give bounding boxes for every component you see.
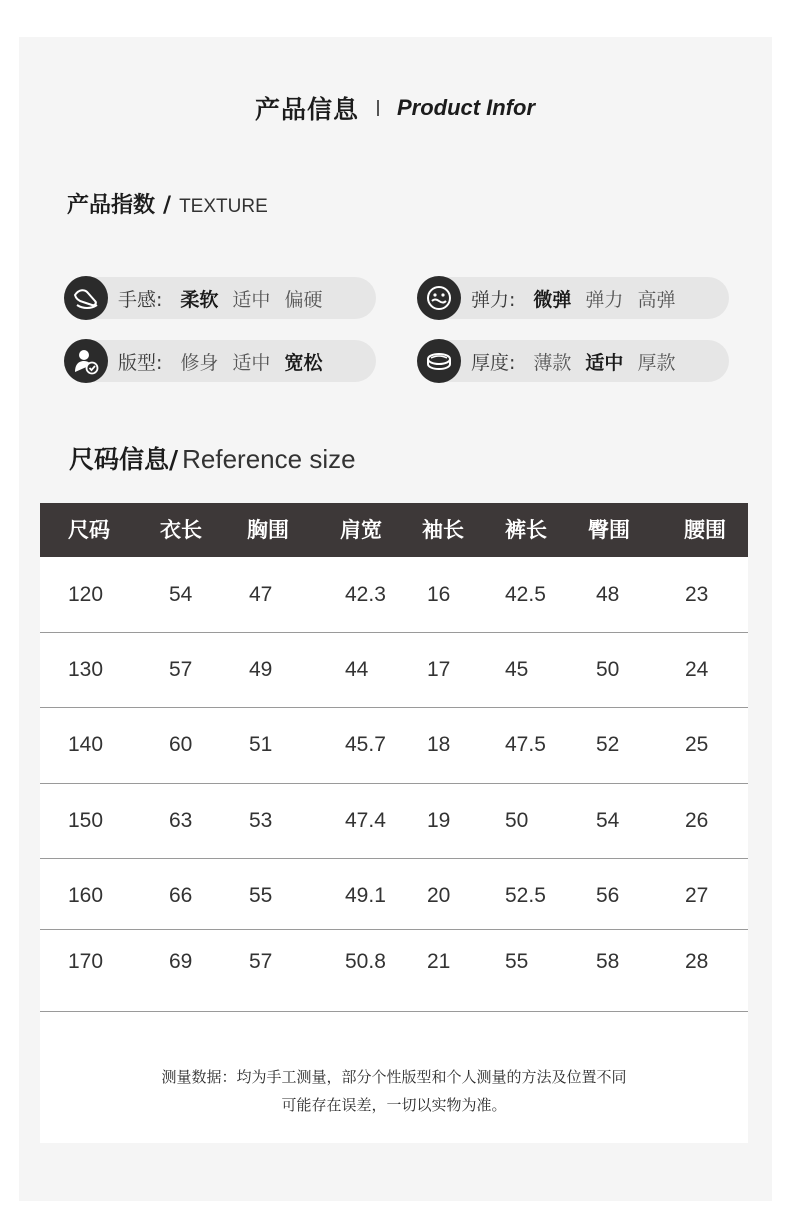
fit-option-3: 宽松: [284, 351, 323, 374]
size-table: [40, 503, 748, 1143]
attribute-fit: [66, 340, 376, 382]
cell-sleeve: 19: [427, 809, 451, 832]
hand-feel-option-1: 柔软: [180, 288, 219, 311]
table-row: [40, 929, 748, 1012]
cell-pants-length: 55: [505, 950, 529, 973]
fit-option-2: 适中: [232, 351, 271, 374]
thickness-option-2: 适中: [585, 351, 624, 374]
hand-feel-label: 手感:: [118, 288, 163, 311]
cell-pants-length: 45: [505, 658, 529, 681]
title-divider: [377, 100, 379, 116]
measurement-note: [40, 1063, 748, 1119]
cell-hip: 58: [596, 950, 620, 973]
cell-size: 150: [68, 809, 104, 832]
cell-sleeve: 21: [427, 950, 451, 973]
cell-length: 69: [169, 950, 193, 973]
fit-label: 版型:: [118, 351, 163, 374]
hand-feel-option-2: 适中: [232, 288, 271, 311]
elasticity-option-3: 高弹: [637, 288, 676, 311]
table-row: [40, 632, 748, 708]
cell-waist: 23: [685, 583, 709, 606]
size-heading-cn: 尺码信息/: [69, 445, 179, 474]
title-cn: 产品信息: [254, 95, 359, 124]
cell-hip: 54: [596, 809, 620, 832]
elasticity-icon: [417, 276, 461, 320]
cell-waist: 28: [685, 950, 709, 973]
cell-shoulder: 47.4: [345, 809, 386, 832]
attribute-hand-feel: [66, 277, 376, 319]
title-en: Product Infor: [396, 95, 536, 120]
cell-chest: 51: [249, 733, 273, 756]
texture-heading-cn: 产品指数: [67, 193, 156, 218]
column-header-shoulder: 肩宽: [340, 518, 382, 542]
attribute-elasticity: [419, 277, 729, 319]
cell-size: 170: [68, 950, 104, 973]
hand-feel-option-3: 偏硬: [284, 288, 323, 311]
cell-sleeve: 17: [427, 658, 451, 681]
cell-chest: 53: [249, 809, 273, 832]
cell-shoulder: 44: [345, 658, 369, 681]
cell-size: 140: [68, 733, 104, 756]
size-heading: [69, 440, 356, 480]
cell-size: 160: [68, 884, 104, 907]
page-title: [0, 88, 790, 128]
cell-chest: 55: [249, 884, 273, 907]
cell-pants-length: 50: [505, 809, 529, 832]
elasticity-option-2: 弹力: [585, 288, 624, 311]
cell-length: 63: [169, 809, 193, 832]
cell-sleeve: 20: [427, 884, 451, 907]
fit-icon: [64, 339, 108, 383]
cell-length: 54: [169, 583, 193, 606]
column-header-length: 衣长: [160, 518, 202, 542]
table-row: [40, 707, 748, 784]
cell-sleeve: 18: [427, 733, 451, 756]
cell-shoulder: 45.7: [345, 733, 386, 756]
column-header-sleeve: 袖长: [422, 518, 464, 542]
hand-feel-icon: [64, 276, 108, 320]
column-header-size: 尺码: [68, 518, 110, 542]
attribute-thickness: [419, 340, 729, 382]
cell-hip: 56: [596, 884, 620, 907]
column-header-hip: 臀围: [588, 518, 630, 542]
thickness-option-1: 薄款: [533, 351, 572, 374]
thickness-icon: [417, 339, 461, 383]
cell-shoulder: 50.8: [345, 950, 386, 973]
column-header-waist: 腰围: [684, 518, 726, 542]
cell-shoulder: 49.1: [345, 884, 386, 907]
thickness-label: 厚度:: [471, 351, 516, 374]
measurement-note-line-2: 可能存在误差，一切以实物为准。: [281, 1096, 507, 1114]
cell-waist: 25: [685, 733, 709, 756]
cell-size: 120: [68, 583, 104, 606]
cell-hip: 52: [596, 733, 620, 756]
cell-chest: 47: [249, 583, 273, 606]
cell-sleeve: 16: [427, 583, 451, 606]
cell-waist: 24: [685, 658, 709, 681]
texture-heading: [67, 188, 268, 222]
cell-pants-length: 47.5: [505, 733, 546, 756]
cell-chest: 49: [249, 658, 273, 681]
elasticity-option-1: 微弹: [533, 288, 572, 311]
size-table-header: [40, 503, 748, 557]
thickness-option-3: 厚款: [637, 351, 676, 374]
cell-hip: 50: [596, 658, 620, 681]
cell-pants-length: 52.5: [505, 884, 546, 907]
cell-size: 130: [68, 658, 104, 681]
table-row: [40, 557, 748, 633]
cell-waist: 26: [685, 809, 709, 832]
column-header-chest: 胸围: [247, 518, 289, 542]
cell-length: 57: [169, 658, 193, 681]
table-row: [40, 783, 748, 859]
column-header-pants-length: 裤长: [505, 518, 547, 542]
texture-heading-en: TEXTURE: [179, 196, 268, 217]
cell-pants-length: 42.5: [505, 583, 546, 606]
cell-hip: 48: [596, 583, 620, 606]
cell-waist: 27: [685, 884, 709, 907]
cell-chest: 57: [249, 950, 273, 973]
cell-shoulder: 42.3: [345, 583, 386, 606]
elasticity-label: 弹力:: [471, 288, 516, 311]
cell-length: 60: [169, 733, 193, 756]
cell-length: 66: [169, 884, 193, 907]
table-row: [40, 858, 748, 930]
size-heading-en: Reference size: [182, 444, 356, 474]
fit-option-1: 修身: [180, 351, 219, 374]
measurement-note-line-1: 测量数据：均为手工测量，部分个性版型和个人测量的方法及位置不同: [161, 1068, 627, 1086]
texture-heading-slash: /: [163, 193, 172, 218]
